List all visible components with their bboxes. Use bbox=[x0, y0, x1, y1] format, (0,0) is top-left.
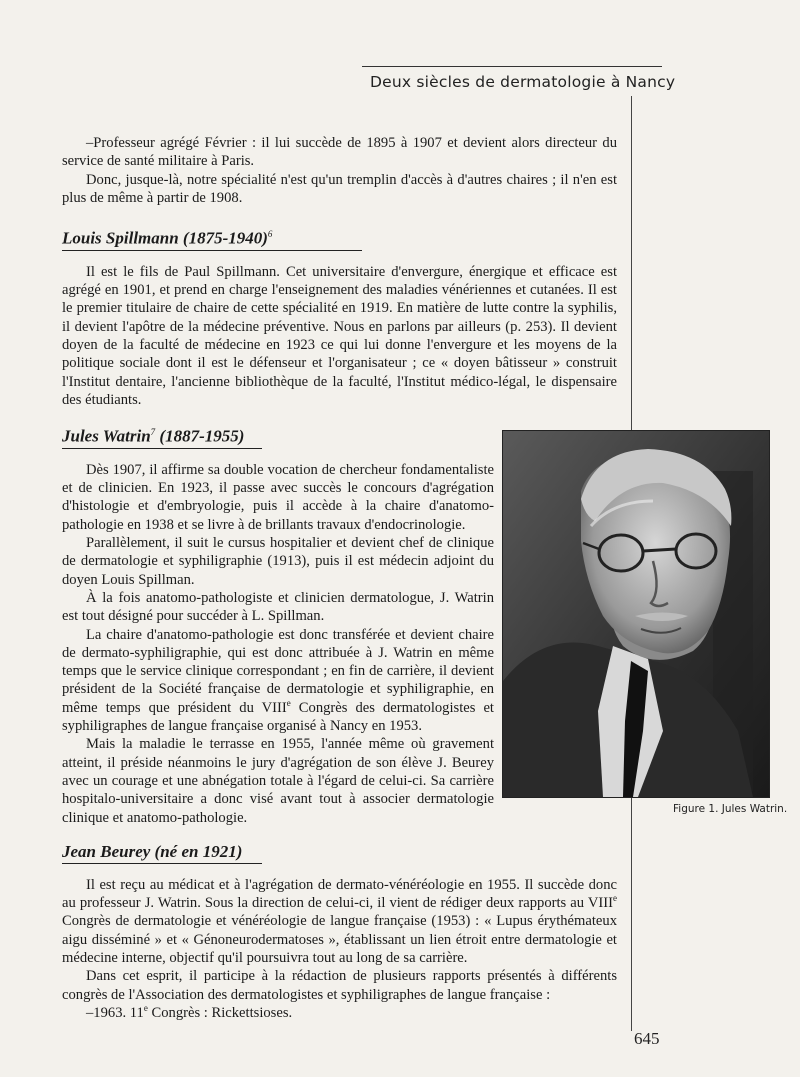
watrin-text-column bbox=[62, 461, 494, 827]
text-run: La chaire d'anatomo-pathologie est donc transférée et devient chaire de dermato-syphiligraphie, qui est donc attribuée à J. Watrin en même temps que le service clinique correspondant ; en fin de carrière, il devient président de la Société française de dermatologie et syphiligraphie, en même temps que président du VIII bbox=[62, 626, 494, 716]
paragraph-spillmann: Il est le fils de Paul Spillmann. Cet universitaire d'envergure, énergique et efficace est agrégé en 1901, et prend en charge l'enseignement des maladies vénériennes et cutanées. Il est le premier titulaire de chaire de cette spécialité en 1919. En matière de lutte contre la syphilis, il devient l'apôtre de la médecine préventive. Nous en parlons par ailleurs (p. 253). Il devient doyen de la faculté de médecine en 1923 ce qui lui donne l'envergure et les moyens de la politique sociale dont il est le défenseur et l'organisateur ; ce « doyen bâtisseur » construit l'Institut dentaire, l'ancienne bibliothèque de la faculté, l'Institut médico-légal, le dispensaire des étudiants. bbox=[62, 263, 617, 408]
text-run: –1963. 11 bbox=[86, 1004, 144, 1021]
text-run: Congrès de dermatologie et vénéréologie de langue française (1953) : « Lupus érythémateux aigu disséminé » et « Génoneurodermatoses », établissant un lien étroit entre dermatologie et médecine interne, objectif qu'il poursuivra tout au long de sa carrière. bbox=[62, 913, 617, 966]
footnote-marker: 6 bbox=[267, 229, 273, 240]
header-rule bbox=[362, 66, 662, 67]
paragraph-beurey-2: Dans cet esprit, il participe à la rédaction de plusieurs rapports présentés à différents congrès de l'Association des dermatologistes et syphiligraphes de langue française : bbox=[62, 968, 617, 1003]
heading-text: Louis Spillmann (1875-1940) bbox=[62, 228, 268, 248]
section-heading-watrin bbox=[62, 421, 262, 449]
paragraph-watrin-3: À la fois anatomo-pathologiste et clinicien dermatologue, J. Watrin est tout désigné pour succéder à L. Spillman. bbox=[62, 589, 494, 625]
page-number: 645 bbox=[634, 1029, 660, 1048]
text-run: Congrès : Rickettsioses. bbox=[147, 1004, 293, 1021]
section-heading-spillmann bbox=[62, 223, 362, 251]
ordinal-sup: e bbox=[143, 1003, 148, 1014]
running-header: Deux siècles de dermatologie à Nancy bbox=[370, 73, 676, 91]
paragraph-intro-1: –Professeur agrégé Février : il lui succède de 1895 à 1907 et devient alors directeur du service de santé militaire à Paris. bbox=[62, 135, 617, 170]
paragraph-beurey-3 bbox=[62, 1004, 617, 1022]
paragraph-beurey-1 bbox=[62, 876, 617, 967]
paragraph-watrin-5: Mais la maladie le terrasse en 1955, l'année même où gravement atteint, il préside néanmoins le jury d'agrégation de son élève J. Beurey avec un courage et une abnégation totale à l'égard de celui-ci. Sa carrière hospitalo-universitaire a donc visé avant tout à associer dermatologie clinique et anatomo-pathologie. bbox=[62, 736, 494, 826]
paragraph-intro-2: Donc, jusque-là, notre spécialité n'est qu'un tremplin d'accès à d'autres chaires ; il n'en est plus de même à partir de 1908. bbox=[62, 171, 617, 206]
portrait-illustration bbox=[503, 431, 769, 797]
text-run: Congrès des dermatologistes et syphiligraphes de langue française organisé à Nancy en 1953. bbox=[62, 699, 494, 735]
text-run: Il est reçu au médicat et à l'agrégation de dermato-vénéréologie en 1955. Il succède donc au professeur J. Watrin. Sous la direction de celui-ci, il vient de rédiger deux rapports au VIII bbox=[62, 876, 617, 912]
ordinal-sup: e bbox=[613, 893, 617, 904]
ordinal-sup: e bbox=[286, 697, 291, 708]
heading-dates: (1887-1955) bbox=[155, 426, 245, 446]
heading-text: Jean Beurey (né en 1921) bbox=[62, 841, 243, 861]
paragraph-watrin-4 bbox=[62, 626, 494, 736]
paragraph-watrin-1: Dès 1907, il affirme sa double vocation de chercheur fondamentaliste et de clinicien. En 1923, il passe avec succès le concours d'agrégation d'histologie et d'embryologie, puis il accède à la chaire d'anatomo-pathologie en 1938 et se livre à de brillants travaux d'endocrinologie. bbox=[62, 461, 494, 533]
footnote-marker: 7 bbox=[150, 427, 156, 438]
figure-caption: Figure 1. Jules Watrin. bbox=[673, 803, 788, 815]
heading-text: Jules Watrin bbox=[62, 426, 151, 446]
section-heading-beurey bbox=[62, 841, 262, 864]
portrait-photo bbox=[502, 430, 770, 798]
paragraph-watrin-2: Parallèlement, il suit le cursus hospitalier et devient chef de clinique de dermatologie et syphiligraphie (1913), puis il est médecin adjoint du doyen Louis Spillman. bbox=[62, 535, 494, 588]
